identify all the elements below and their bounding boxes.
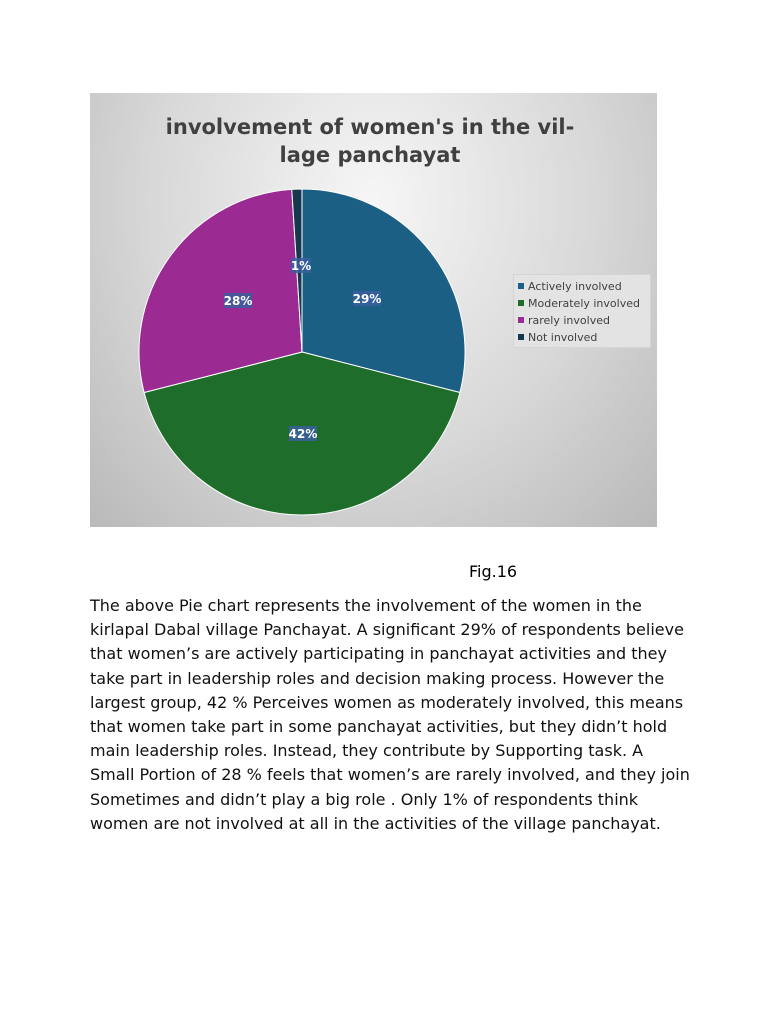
legend-swatch-rarely-involved <box>518 317 524 323</box>
legend-swatch-actively-involved <box>518 283 524 289</box>
svg-text:1%: 1% <box>290 259 312 273</box>
svg-text:29%: 29% <box>352 292 382 306</box>
data-label-not-involved <box>291 258 311 273</box>
legend-item-moderately-involved <box>518 295 640 311</box>
svg-text:42%: 42% <box>288 427 318 441</box>
legend-swatch-moderately-involved <box>518 300 524 306</box>
legend-swatch-not-involved <box>518 334 524 340</box>
legend-label-not-involved: Not involved <box>528 330 598 344</box>
legend-label-moderately-involved: Moderately involved <box>528 296 640 310</box>
legend-item-actively-involved <box>518 278 622 294</box>
data-label-rarely-involved <box>224 293 253 308</box>
body-paragraph: The above Pie chart represents the involvement of the women in the kirlapal Dabal village Panchayat. A significant 29% of respondents believe that women’s are actively participating in panchayat activities and they take part in leadership roles and decision making process. However the largest group, 42 % Perceives women as moderately involved, this means that women take part in some panchayat activities, but they didn’t hold main leadership roles. Instead, they contribute by Supporting task. A Small Portion of 28 % feels that women’s are rarely involved, and they join Sometimes and didn’t play a big role . Only 1% of respondents think women are not involved at all in the activities of the village panchayat. <box>90 596 690 833</box>
pie-chart <box>90 93 657 527</box>
figure-caption: Fig.16 <box>469 562 518 581</box>
legend-label-actively-involved: Actively involved <box>528 279 622 293</box>
chart-title: involvement of women's in the vil- lage panchayat <box>165 115 575 167</box>
data-label-actively-involved <box>353 291 382 306</box>
legend-label-rarely-involved: rarely involved <box>528 313 610 327</box>
svg-text:28%: 28% <box>223 294 253 308</box>
data-label-moderately-involved <box>289 426 318 441</box>
legend-item-rarely-involved <box>518 312 610 328</box>
chart-legend <box>513 274 651 348</box>
legend-item-not-involved <box>518 329 597 345</box>
